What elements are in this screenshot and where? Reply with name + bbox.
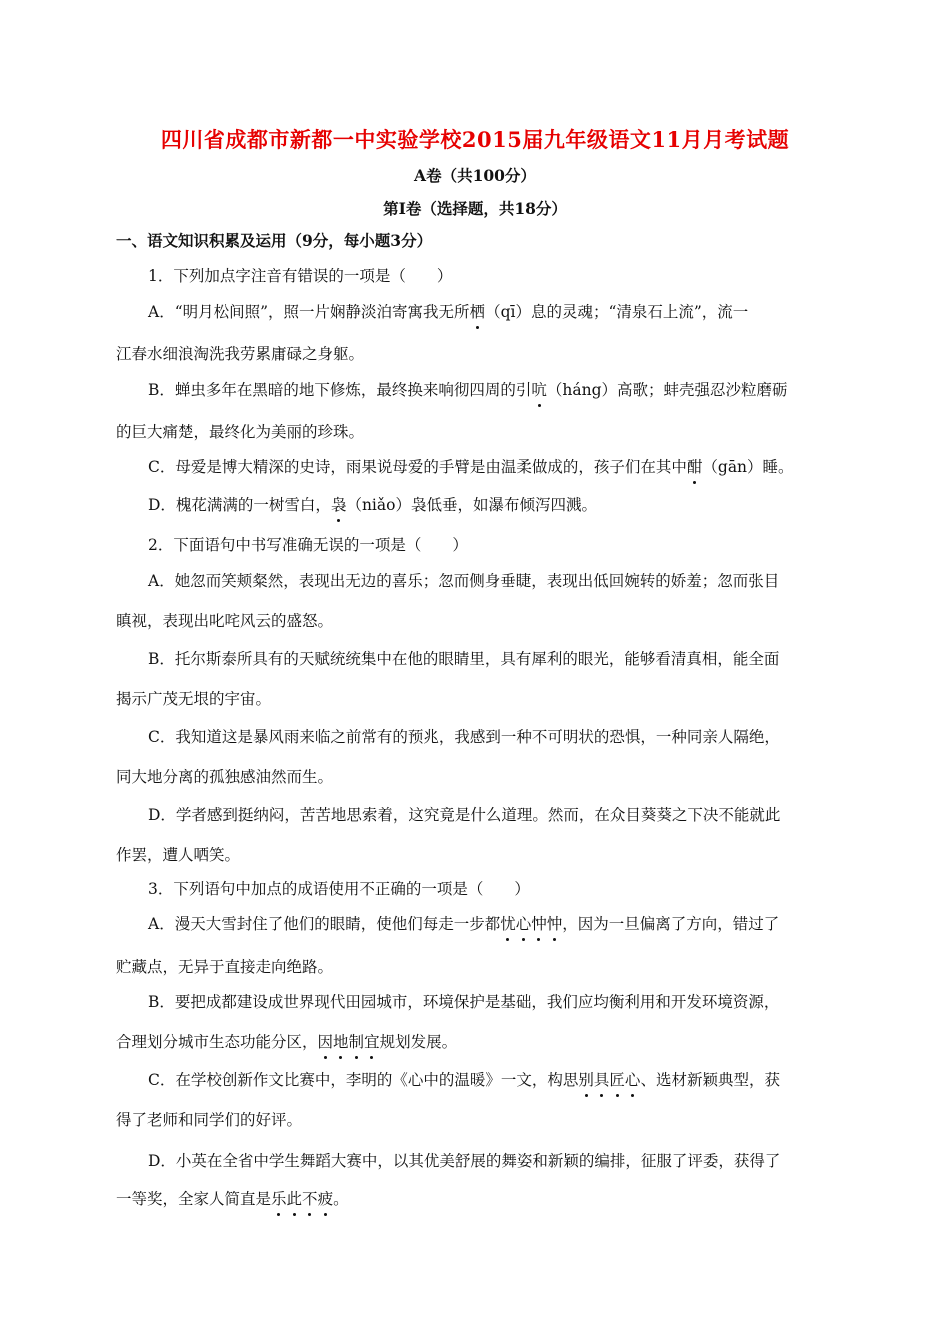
dotted-char: 忡 [531, 912, 547, 934]
question-3-option-c [148, 1068, 780, 1090]
option-text: C．在学校创新作文比赛中，李明的《心中的温暖》一文，构思 [148, 1071, 579, 1089]
question-1-option-a [148, 300, 748, 322]
option-text: （niǎo）袅低垂，如瀑布倾泻四溅。 [346, 496, 597, 514]
dotted-char: 心 [516, 912, 532, 934]
question-1-option-c [148, 455, 794, 477]
dotted-char: 具 [594, 1068, 610, 1090]
question-1-option-b [148, 378, 788, 400]
question-2-option-c-cont: 同大地分离的孤独感油然而生。 [116, 768, 334, 786]
dotted-phrase [500, 915, 562, 933]
question-2-option-a-cont: 瞋视，表现出叱咤风云的盛怒。 [116, 612, 334, 630]
dotted-phrase [578, 1071, 640, 1089]
option-text: （gān）睡。 [702, 458, 794, 476]
option-text: 一等奖，全家人简直是 [116, 1190, 272, 1208]
question-1-option-a-cont: 江春水细浪淘洗我劳累庸碌之身躯。 [116, 345, 365, 363]
option-text: （qī）息的灵魂；“清泉石上流”，流一 [485, 303, 749, 321]
question-1-option-b-cont: 的巨大痛楚，最终化为美丽的珍珠。 [116, 423, 365, 441]
question-1-option-d [148, 493, 597, 515]
part-heading: 一、语文知识积累及运用（9分，每小题3分） [116, 231, 433, 250]
question-2-option-c: C．我知道这是暴风雨来临之前常有的预兆，我感到一种不可明状的恐惧，一种同亲人隔绝， [148, 728, 780, 746]
question-2-option-d: D．学者感到挺纳闷，苦苦地思索着，这究竟是什么道理。然而，在众目葵葵之下决不能就此 [148, 806, 781, 824]
exam-title: 四川省成都市新都一中实验学校2015届九年级语文11月月考试题 [160, 127, 790, 152]
option-text: A．漫天大雪封住了他们的眼睛，使他们每走一步都 [148, 915, 501, 933]
dotted-char: 栖 [470, 300, 486, 322]
question-3-option-c-cont: 得了老师和同学们的好评。 [116, 1111, 303, 1129]
dotted-phrase [271, 1190, 333, 1208]
option-text: B．蝉虫多年在黑暗的地下修炼，最终换来响彻四周的引 [148, 381, 532, 399]
question-2-option-b-cont: 揭示广茂无垠的宇宙。 [116, 690, 272, 708]
dotted-char: 别 [578, 1068, 594, 1090]
dotted-char: 此 [287, 1187, 303, 1209]
dotted-char: 忧 [500, 912, 516, 934]
dotted-char: 酣 [687, 455, 703, 477]
option-text: D．槐花满满的一树雪白， [148, 496, 331, 514]
dotted-char: 袅 [331, 493, 347, 515]
option-text: A．“明月松间照”，照一片娴静淡泊寄寓我无所 [148, 303, 470, 321]
question-2-stem: 2．下面语句中书写准确无误的一项是（ ） [148, 536, 468, 554]
option-text: ，因为一旦偏离了方向，错过了 [562, 915, 780, 933]
dotted-char: 吭 [531, 378, 547, 400]
dotted-char: 匠 [609, 1068, 625, 1090]
question-2-option-b: B．托尔斯泰所具有的天赋统统集中在他的眼睛里，具有犀利的眼光，能够看清真相，能全面 [148, 650, 780, 668]
option-text: C．母爱是博大精深的史诗，雨果说母爱的手臂是由温柔做成的，孩子们在其中 [148, 458, 687, 476]
dotted-char: 疲 [318, 1187, 334, 1209]
question-3-option-a [148, 912, 779, 934]
question-2-option-d-cont: 作罢，遭人哂笑。 [116, 846, 241, 864]
dotted-char: 地 [333, 1030, 349, 1052]
question-3-option-b: B．要把成都建设成世界现代田园城市，环境保护是基础，我们应均衡利用和开发环境资源， [148, 993, 780, 1011]
question-3-option-d-cont [116, 1187, 349, 1209]
dotted-char: 因 [318, 1030, 334, 1052]
question-3-stem: 3．下列语句中加点的成语使用不正确的一项是（ ） [148, 880, 530, 898]
question-1-stem: 1．下列加点字注音有错误的一项是（ ） [148, 267, 453, 285]
question-2-option-a: A．她忽而笑颊粲然，表现出无边的喜乐；忽而侧身垂睫，表现出低回婉转的娇羞；忽而张目 [148, 572, 780, 590]
section-title: 第Ⅰ卷（选择题，共18分） [383, 199, 567, 218]
question-3-option-b-cont [116, 1030, 457, 1052]
exam-subtitle: A卷（共100分） [414, 166, 536, 185]
option-text: 规划发展。 [379, 1033, 458, 1051]
dotted-char: 忡 [547, 912, 563, 934]
option-text: 、选材新颖典型，获 [640, 1071, 780, 1089]
question-3-option-a-cont: 贮藏点，无异于直接走向绝路。 [116, 958, 334, 976]
option-text: （háng）高歌；蚌壳强忍沙粒磨砺 [546, 381, 788, 399]
question-3-option-d: D．小英在全省中学生舞蹈大赛中，以其优美舒展的舞姿和新颖的编排，征服了评委，获得了 [148, 1152, 781, 1170]
dotted-char: 乐 [271, 1187, 287, 1209]
dotted-char: 心 [625, 1068, 641, 1090]
option-text: 合理划分城市生态功能分区， [116, 1033, 318, 1051]
option-text: 。 [333, 1190, 349, 1208]
dotted-char: 制 [349, 1030, 365, 1052]
dotted-char: 宜 [364, 1030, 380, 1052]
dotted-phrase [318, 1033, 380, 1051]
dotted-char: 不 [302, 1187, 318, 1209]
